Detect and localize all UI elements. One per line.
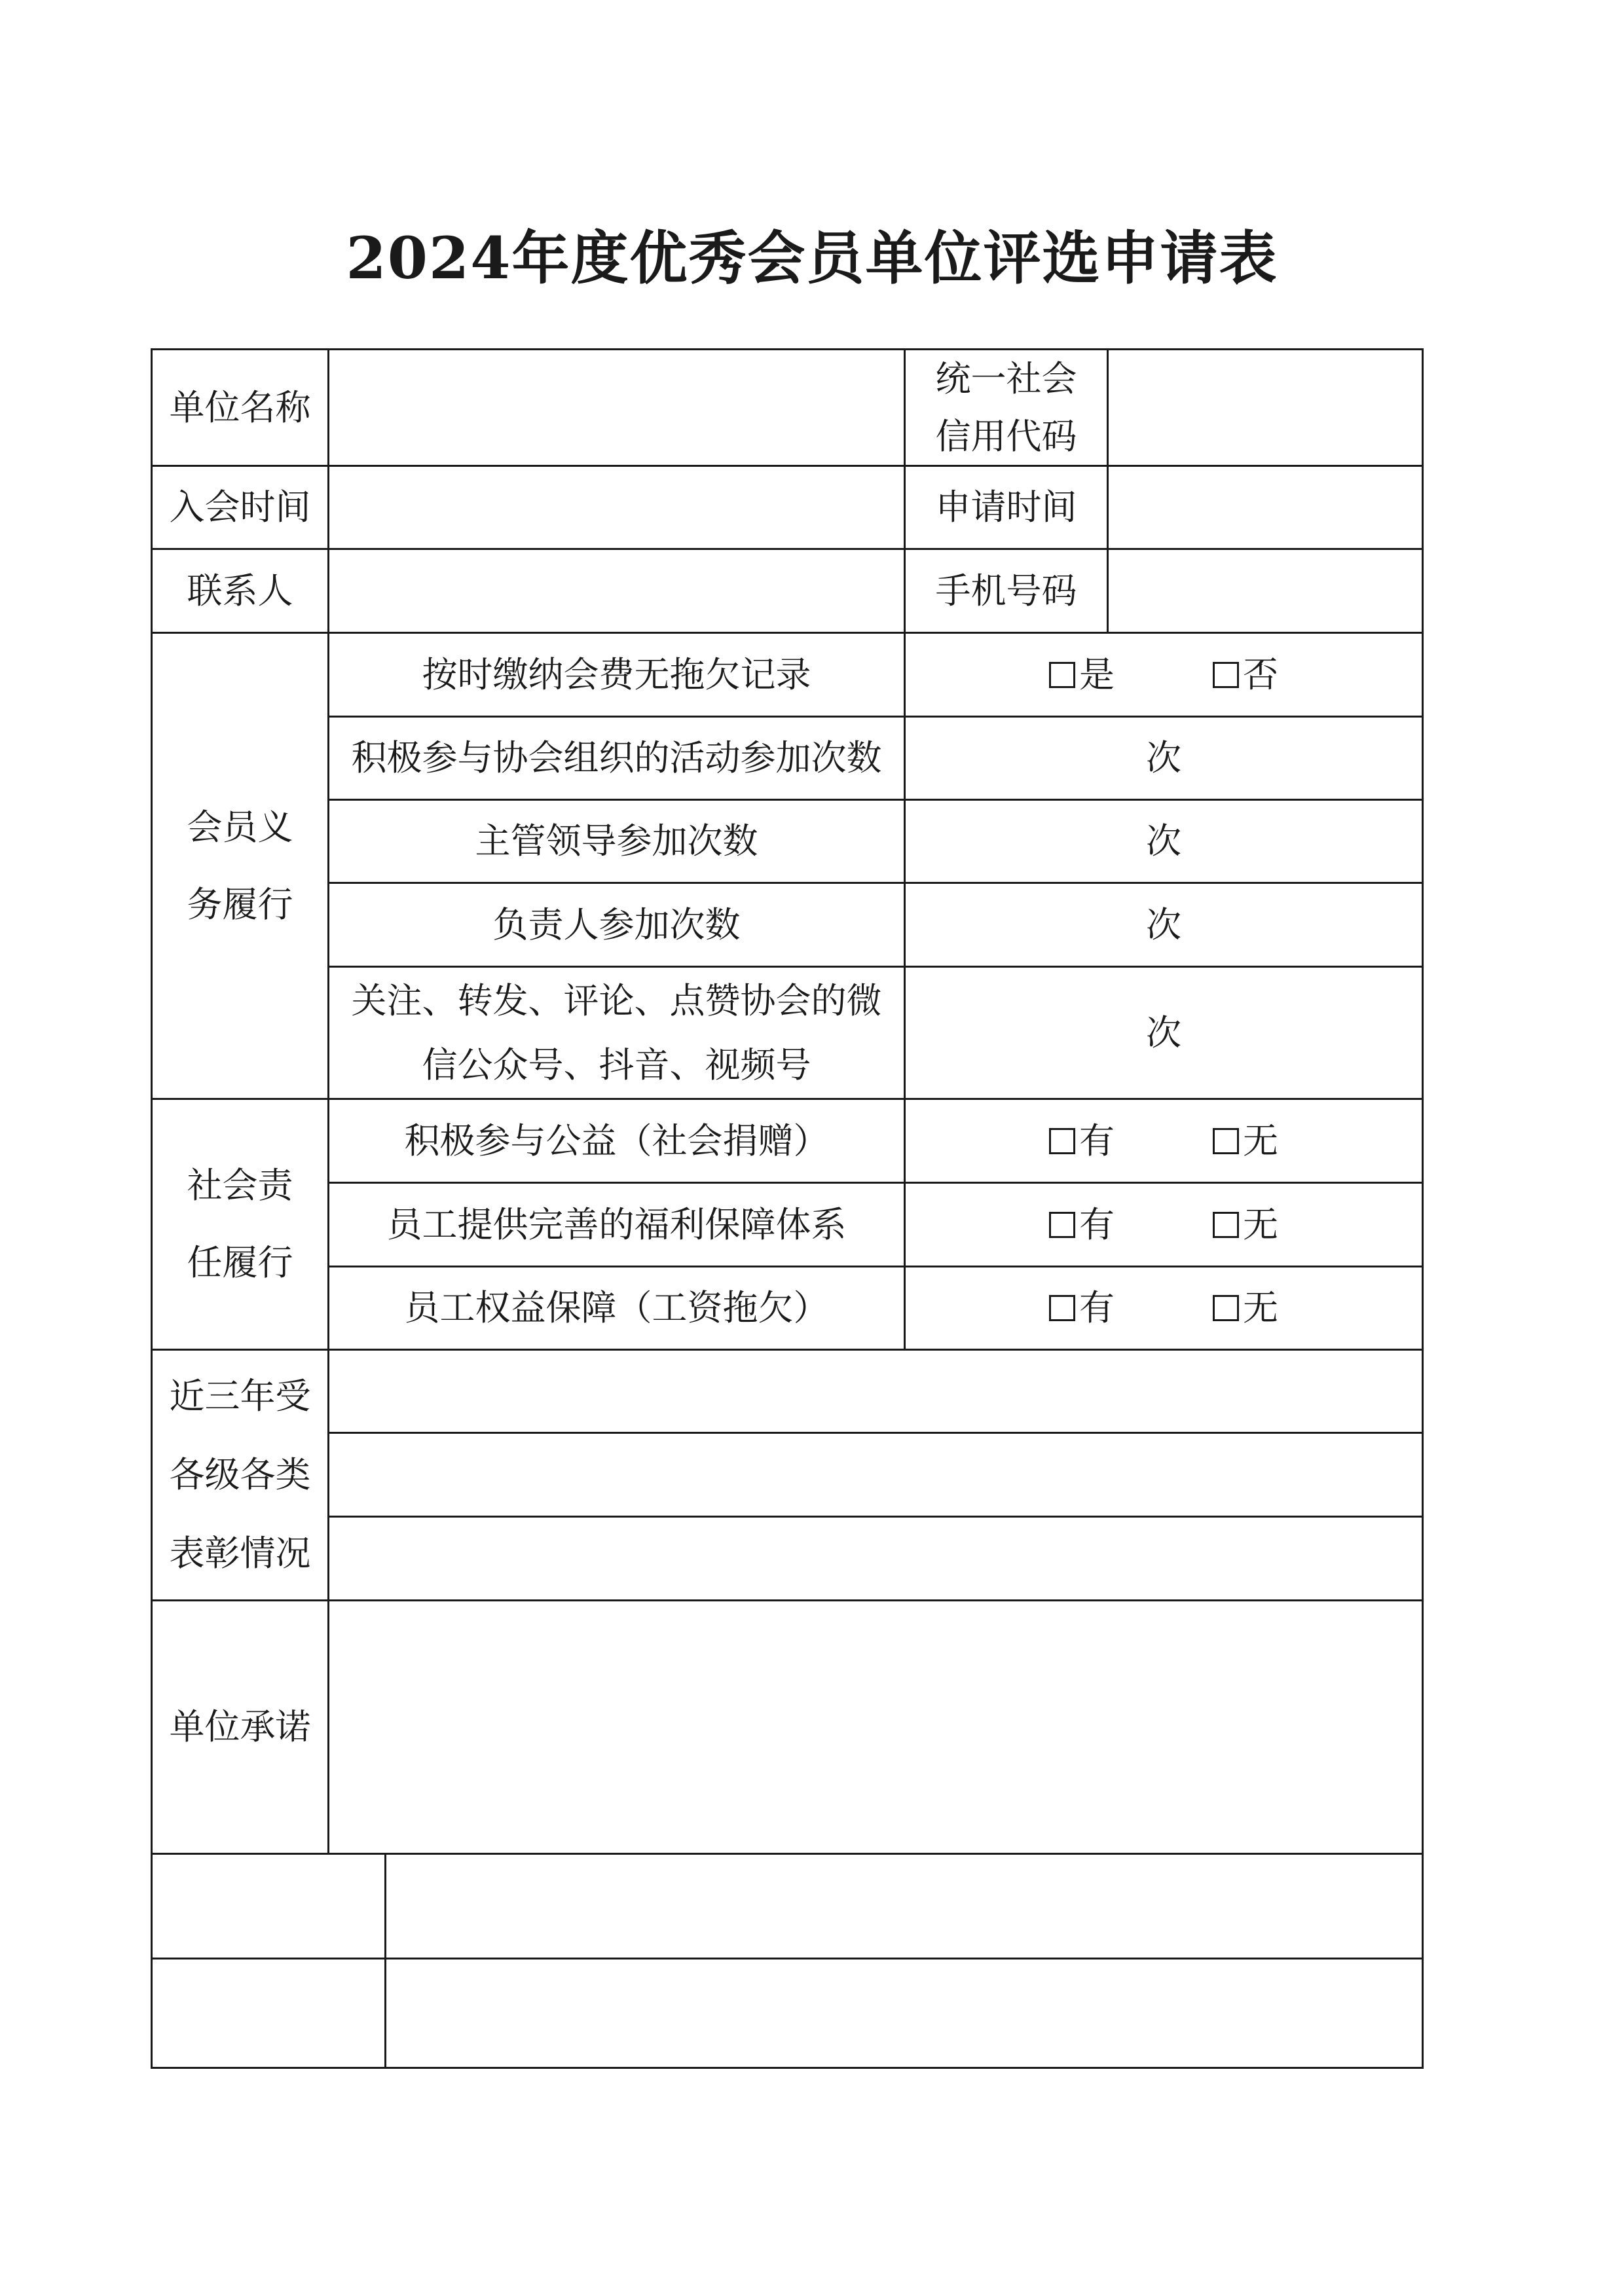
obligation-item [329,968,904,1098]
obligation-item: 按时缴纳会费无拖欠记录 [422,653,811,695]
apply-time-label: 申请时间 [935,486,1077,528]
table-border-bottom [151,2067,1424,2069]
obligations-label-line1: 会员义 [187,806,293,848]
option-label: 无 [1243,1203,1278,1245]
obligation-item: 主管领导参加次数 [475,820,758,862]
phone-field[interactable] [1109,550,1422,632]
join-time-field[interactable] [329,467,904,548]
contact-field[interactable] [329,550,904,632]
dues-choice [906,634,1422,716]
checkbox-icon[interactable] [1213,1128,1239,1154]
count-field[interactable]: 次 [1146,1011,1181,1053]
obligations-label-line2: 务履行 [187,883,293,925]
column-divider [384,1853,386,2069]
join-time-label: 入会时间 [169,486,311,528]
row-divider [151,1599,1424,1601]
welfare-choice [906,1184,1422,1266]
awards-field-3[interactable] [329,1518,1422,1599]
option-label: 无 [1243,1287,1278,1328]
credit-code-label [906,350,1107,465]
yes-option[interactable] [1049,1112,1115,1170]
count-field[interactable]: 次 [1146,903,1181,945]
awards-label-line1: 近三年受 [169,1376,311,1417]
responsibility-label-line2: 任履行 [187,1242,293,1283]
responsibility-label [153,1100,327,1349]
dues-yes-option[interactable] [1049,646,1115,704]
awards-label-line2: 各级各类 [169,1454,311,1495]
awards-label-line3: 表彰情况 [169,1533,311,1574]
row-divider [151,1958,1424,1959]
obligation-item: 积极参与协会组织的活动参加次数 [351,737,882,778]
charity-choice [906,1100,1422,1182]
credit-code-label-line1: 统一社会 [935,357,1077,399]
awards-label [153,1351,327,1599]
awards-field-2[interactable] [329,1434,1422,1516]
option-label: 无 [1243,1120,1278,1161]
option-label: 有 [1079,1287,1115,1328]
row-divider [151,1853,1424,1855]
checkbox-icon[interactable] [1213,662,1239,688]
contact-label: 联系人 [187,570,293,611]
unit-name-label: 单位名称 [169,386,311,428]
dues-no-option[interactable] [1213,646,1278,704]
obligation-item: 负责人参加次数 [492,903,741,945]
credit-code-label-line2: 信用代码 [935,415,1077,457]
no-option[interactable] [1213,1196,1278,1254]
checkbox-icon[interactable] [1049,1295,1075,1321]
yes-option[interactable] [1049,1196,1115,1254]
responsibility-item: 积极参与公益（社会捐赠） [404,1120,829,1161]
count-field[interactable]: 次 [1146,820,1181,862]
obligation-item-line1: 关注、转发、评论、点赞协会的微 [351,979,882,1021]
option-label: 否 [1243,653,1278,695]
obligation-item-line2: 信公众号、抖音、视频号 [422,1044,811,1085]
page-title: 2024年度优秀会员单位评选申请表 [346,224,1278,292]
no-option[interactable] [1213,1279,1278,1337]
option-label: 有 [1079,1203,1115,1245]
credit-code-field[interactable] [1109,350,1422,465]
option-label: 有 [1079,1120,1115,1161]
checkbox-icon[interactable] [1049,1128,1075,1154]
checkbox-icon[interactable] [1213,1295,1239,1321]
option-label: 是 [1079,653,1115,695]
awards-field-1[interactable] [329,1351,1422,1432]
pledge-label: 单位承诺 [169,1706,311,1747]
checkbox-icon[interactable] [1049,662,1075,688]
responsibility-item: 员工提供完善的福利保障体系 [386,1203,847,1245]
yes-option[interactable] [1049,1279,1115,1337]
count-field[interactable]: 次 [1146,737,1181,778]
apply-time-field[interactable] [1109,467,1422,548]
checkbox-icon[interactable] [1049,1212,1075,1238]
no-option[interactable] [1213,1112,1278,1170]
phone-label: 手机号码 [935,570,1077,611]
checkbox-icon[interactable] [1213,1212,1239,1238]
wages-choice [906,1267,1422,1349]
responsibility-label-line1: 社会责 [187,1165,293,1206]
unit-name-field[interactable] [329,350,904,465]
responsibility-item: 员工权益保障（工资拖欠） [404,1287,829,1328]
obligations-label [153,634,327,1098]
table-border-right [1422,348,1424,2069]
